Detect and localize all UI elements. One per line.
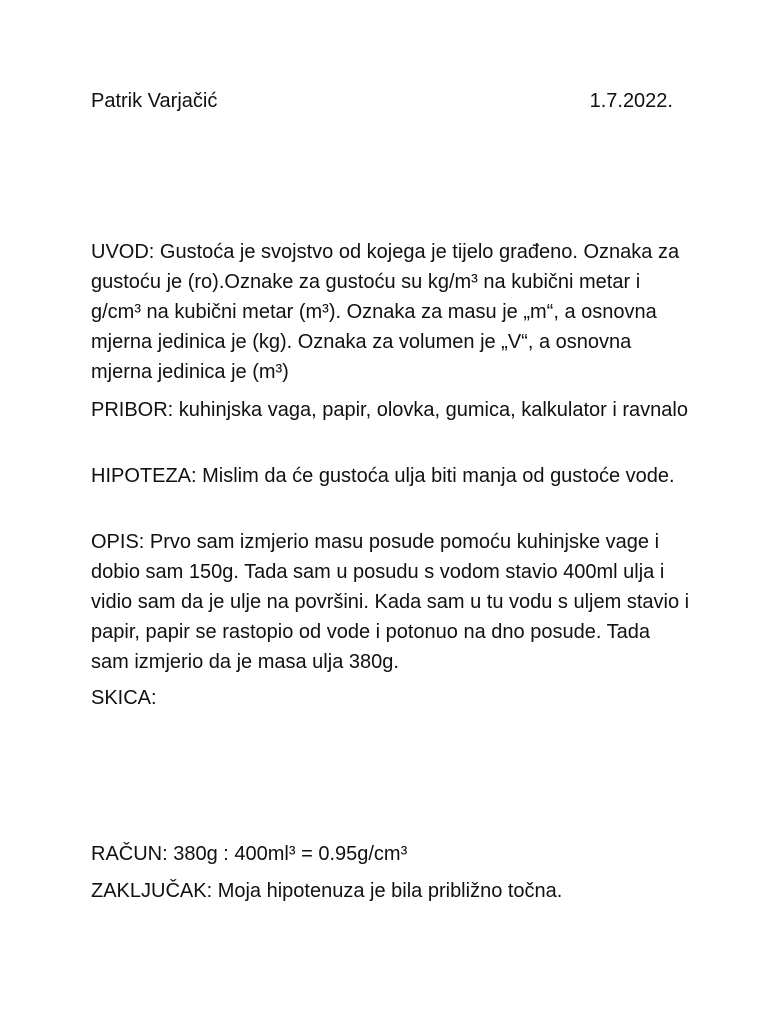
section-skica xyxy=(91,683,691,713)
section-zakljucak xyxy=(91,876,691,906)
section-pribor xyxy=(91,395,691,425)
uvod-text: UVOD: Gustoća je svojstvo od kojega je tijelo građeno. Oznaka za gustoću je (ro).Oznake za gustoću su kg/m³ na kubični metar i g/cm³ na kubični metar (m³). Oznaka za masu je „m“, a osnovna mjerna jedinica je (kg). Oznaka za volumen je „V“, a osnovna mjerna jedinica je (m³) xyxy=(91,241,680,383)
opis-text: OPIS: Prvo sam izmjerio masu posude pomoću kuhinjske vage i dobio sam 150g. Tada sam u posudu s vodom stavio 400ml ulja i vidio sam da je ulje na površini. Kada sam u tu vodu s uljem stavio i papir, papir se rastopio od vode i potonuo na dno posude. Tada sam izmjerio da je masa ulja 380g. xyxy=(91,531,690,673)
section-opis xyxy=(91,527,691,677)
racun-text: RAČUN: 380g : 400ml³ = 0.95g/cm³ xyxy=(91,843,408,865)
hipoteza-text: HIPOTEZA: Mislim da će gustoća ulja biti manja od gustoće vode. xyxy=(91,465,675,487)
section-hipoteza xyxy=(91,461,691,491)
report-date: 1.7.2022. xyxy=(589,90,673,112)
section-uvod xyxy=(91,237,691,387)
pribor-text: PRIBOR: kuhinjska vaga, papir, olovka, gumica, kalkulator i ravnalo xyxy=(91,399,688,421)
author-name: Patrik Varjačić xyxy=(91,90,218,112)
skica-text: SKICA: xyxy=(91,687,157,709)
section-racun xyxy=(91,839,691,869)
zakljucak-text: ZAKLJUČAK: Moja hipotenuza je bila približno točna. xyxy=(91,880,563,902)
